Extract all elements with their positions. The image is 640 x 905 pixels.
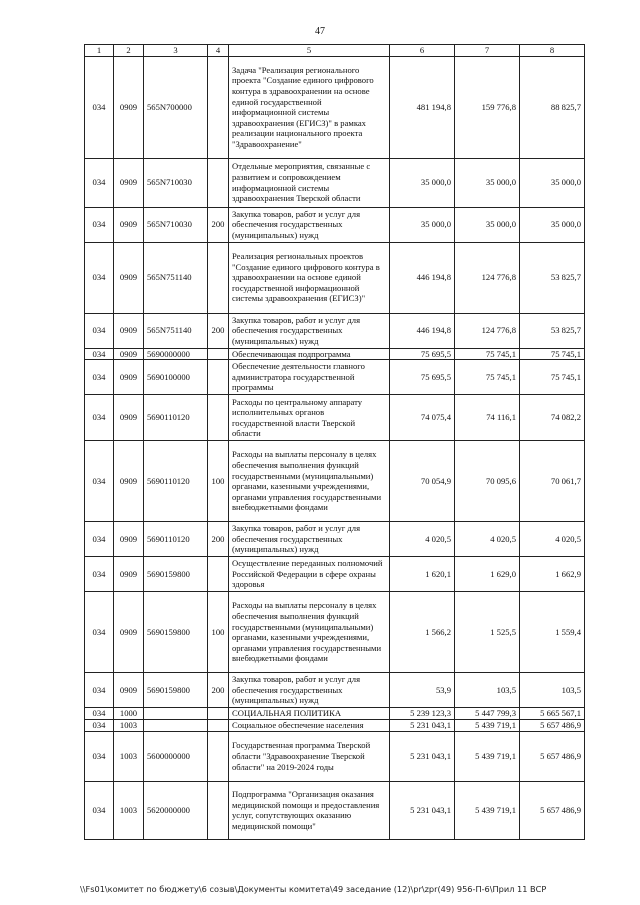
table-row [85,781,585,839]
cell-section-code: 0909 [114,592,144,673]
cell-section-code: 1000 [114,708,144,720]
cell-description: Задача "Реализация регионального проекта "Создание единого цифрового контура в здравоохранении на основе единой государственной информационной системы здравоохранения (ЕГИСЗ)" в рамках реализации национального проекта "Здравоохранение" [229,56,390,158]
cell-expense-type: 200 [208,522,229,557]
cell-description: Реализация региональных проектов "Создание единого цифрового контура в здравоохранении на основе единой государственной информационной системы здравоохранения (ЕГИСЗ)" [229,242,390,313]
cell-section-code: 0909 [114,522,144,557]
cell-expense-type [208,395,229,441]
table-row [85,673,585,708]
table-row [85,207,585,242]
cell-amount-1: 5 239 123,3 [390,708,455,720]
cell-target-code: 565N751140 [144,242,208,313]
cell-admin-code: 034 [85,207,114,242]
cell-description: Обеспечивающая подпрограмма [229,348,390,360]
cell-amount-2: 1 629,0 [455,557,520,592]
table-row [85,56,585,158]
cell-amount-2: 4 020,5 [455,522,520,557]
cell-expense-type: 200 [208,313,229,348]
cell-admin-code: 034 [85,522,114,557]
cell-expense-type [208,781,229,839]
cell-expense-type [208,557,229,592]
cell-expense-type [208,360,229,395]
cell-expense-type [208,719,229,731]
column-header: 4 [208,45,229,57]
cell-amount-2: 159 776,8 [455,56,520,158]
cell-section-code: 0909 [114,673,144,708]
table-row [85,731,585,781]
cell-description: Осуществление переданных полномочий Российской Федерации в сфере охраны здоровья [229,557,390,592]
cell-amount-3: 35 000,0 [520,158,585,207]
cell-admin-code: 034 [85,673,114,708]
cell-section-code: 0909 [114,441,144,522]
cell-amount-3: 88 825,7 [520,56,585,158]
cell-amount-2: 75 745,1 [455,348,520,360]
cell-amount-3: 53 825,7 [520,313,585,348]
cell-description: Закупка товаров, работ и услуг для обеспечения государственных (муниципальных) нужд [229,522,390,557]
cell-target-code: 5690100000 [144,360,208,395]
cell-target-code: 5690159800 [144,557,208,592]
cell-target-code: 565N751140 [144,313,208,348]
cell-amount-1: 75 695,5 [390,360,455,395]
page-number: 47 [315,26,325,37]
column-header: 6 [390,45,455,57]
cell-admin-code: 034 [85,313,114,348]
cell-amount-1: 5 231 043,1 [390,731,455,781]
cell-expense-type [208,348,229,360]
cell-section-code: 0909 [114,395,144,441]
cell-admin-code: 034 [85,781,114,839]
cell-section-code: 1003 [114,731,144,781]
column-header: 7 [455,45,520,57]
column-header: 5 [229,45,390,57]
cell-amount-3: 5 657 486,9 [520,731,585,781]
cell-amount-1: 35 000,0 [390,158,455,207]
cell-description: Государственная программа Тверской области "Здравоохранение Тверской области" на 2019-2024 годы [229,731,390,781]
cell-target-code: 565N710030 [144,158,208,207]
cell-amount-3: 4 020,5 [520,522,585,557]
cell-description: Закупка товаров, работ и услуг для обеспечения государственных (муниципальных) нужд [229,207,390,242]
cell-amount-3: 75 745,1 [520,348,585,360]
table-row [85,348,585,360]
cell-admin-code: 034 [85,360,114,395]
cell-amount-3: 5 665 567,1 [520,708,585,720]
cell-section-code: 0909 [114,348,144,360]
cell-target-code: 565N700000 [144,56,208,158]
cell-expense-type: 100 [208,441,229,522]
cell-description: Расходы на выплаты персоналу в целях обеспечения выполнения функций государственными (муниципальными) органами, казенными учреждениями, органами управления государственными внебюджетными фондами [229,441,390,522]
cell-target-code: 5690110120 [144,522,208,557]
cell-amount-1: 481 194,8 [390,56,455,158]
cell-description: Закупка товаров, работ и услуг для обеспечения государственных (муниципальных) нужд [229,313,390,348]
cell-amount-1: 446 194,8 [390,313,455,348]
table-row [85,708,585,720]
column-header: 2 [114,45,144,57]
cell-section-code: 0909 [114,242,144,313]
cell-admin-code: 034 [85,592,114,673]
cell-target-code: 5690159800 [144,673,208,708]
cell-amount-1: 4 020,5 [390,522,455,557]
cell-amount-2: 5 439 719,1 [455,781,520,839]
cell-description: Расходы по центральному аппарату исполнительных органов государственной власти Тверской области [229,395,390,441]
cell-section-code: 0909 [114,56,144,158]
cell-target-code: 5690110120 [144,441,208,522]
cell-target-code: 5620000000 [144,781,208,839]
cell-amount-1: 70 054,9 [390,441,455,522]
cell-amount-2: 35 000,0 [455,158,520,207]
cell-expense-type [208,708,229,720]
cell-amount-3: 35 000,0 [520,207,585,242]
table-row [85,360,585,395]
table-row [85,158,585,207]
cell-admin-code: 034 [85,557,114,592]
cell-target-code: 5690000000 [144,348,208,360]
cell-amount-2: 103,5 [455,673,520,708]
cell-description: Закупка товаров, работ и услуг для обеспечения государственных (муниципальных) нужд [229,673,390,708]
cell-expense-type: 200 [208,207,229,242]
cell-admin-code: 034 [85,158,114,207]
cell-amount-2: 5 439 719,1 [455,731,520,781]
cell-admin-code: 034 [85,395,114,441]
cell-expense-type [208,242,229,313]
cell-admin-code: 034 [85,731,114,781]
cell-amount-2: 124 776,8 [455,313,520,348]
cell-amount-3: 1 662,9 [520,557,585,592]
table-row [85,313,585,348]
cell-section-code: 0909 [114,158,144,207]
cell-section-code: 1003 [114,719,144,731]
cell-amount-1: 53,9 [390,673,455,708]
cell-description: Социальное обеспечение населения [229,719,390,731]
budget-table [84,44,585,840]
cell-description: СОЦИАЛЬНАЯ ПОЛИТИКА [229,708,390,720]
column-header: 8 [520,45,585,57]
cell-amount-1: 35 000,0 [390,207,455,242]
cell-admin-code: 034 [85,441,114,522]
cell-section-code: 0909 [114,557,144,592]
cell-admin-code: 034 [85,56,114,158]
cell-target-code: 5690159800 [144,592,208,673]
cell-amount-1: 5 231 043,1 [390,781,455,839]
table-row [85,557,585,592]
cell-amount-1: 75 695,5 [390,348,455,360]
cell-expense-type: 100 [208,592,229,673]
cell-target-code: 565N710030 [144,207,208,242]
cell-amount-2: 70 095,6 [455,441,520,522]
cell-amount-1: 74 075,4 [390,395,455,441]
cell-section-code: 0909 [114,360,144,395]
cell-amount-3: 1 559,4 [520,592,585,673]
cell-amount-1: 446 194,8 [390,242,455,313]
cell-amount-3: 70 061,7 [520,441,585,522]
cell-description: Расходы на выплаты персоналу в целях обеспечения выполнения функций государственными (муниципальными) органами, казенными учреждениями, органами управления государственными внебюджетными фондами [229,592,390,673]
cell-amount-2: 5 439 719,1 [455,719,520,731]
cell-admin-code: 034 [85,348,114,360]
cell-expense-type [208,731,229,781]
cell-amount-1: 5 231 043,1 [390,719,455,731]
cell-amount-2: 75 745,1 [455,360,520,395]
cell-description: Подпрограмма "Организация оказания медицинской помощи и предоставления услуг, сопутствующих оказанию медицинской помощи" [229,781,390,839]
cell-section-code: 0909 [114,207,144,242]
cell-expense-type: 200 [208,673,229,708]
table-row [85,242,585,313]
cell-amount-1: 1 620,1 [390,557,455,592]
cell-description: Обеспечение деятельности главного администратора государственной программы [229,360,390,395]
cell-target-code: 5600000000 [144,731,208,781]
cell-expense-type [208,158,229,207]
cell-amount-3: 5 657 486,9 [520,719,585,731]
cell-amount-3: 74 082,2 [520,395,585,441]
table-row [85,592,585,673]
cell-expense-type [208,56,229,158]
cell-amount-2: 74 116,1 [455,395,520,441]
cell-target-code: 5690110120 [144,395,208,441]
cell-amount-2: 1 525,5 [455,592,520,673]
cell-amount-2: 5 447 799,3 [455,708,520,720]
cell-admin-code: 034 [85,242,114,313]
cell-amount-3: 75 745,1 [520,360,585,395]
cell-admin-code: 034 [85,708,114,720]
table-row [85,522,585,557]
column-header: 3 [144,45,208,57]
cell-description: Отдельные мероприятия, связанные с развитием и сопровождением информационной системы здравоохранения Тверской области [229,158,390,207]
table-row [85,395,585,441]
cell-section-code: 0909 [114,313,144,348]
cell-amount-3: 5 657 486,9 [520,781,585,839]
cell-amount-2: 35 000,0 [455,207,520,242]
cell-amount-1: 1 566,2 [390,592,455,673]
column-header: 1 [85,45,114,57]
cell-admin-code: 034 [85,719,114,731]
cell-amount-3: 53 825,7 [520,242,585,313]
cell-target-code [144,708,208,720]
cell-amount-3: 103,5 [520,673,585,708]
cell-section-code: 1003 [114,781,144,839]
cell-amount-2: 124 776,8 [455,242,520,313]
table-row [85,441,585,522]
table-row [85,719,585,731]
header-row [85,45,585,57]
file-path-footer: \\Fs01\комитет по бюджету\6 созыв\Документы комитета\49 заседание (12)\pr\zpr(49) 956-П-6\Прил 11 ВСР [80,884,547,894]
cell-target-code [144,719,208,731]
